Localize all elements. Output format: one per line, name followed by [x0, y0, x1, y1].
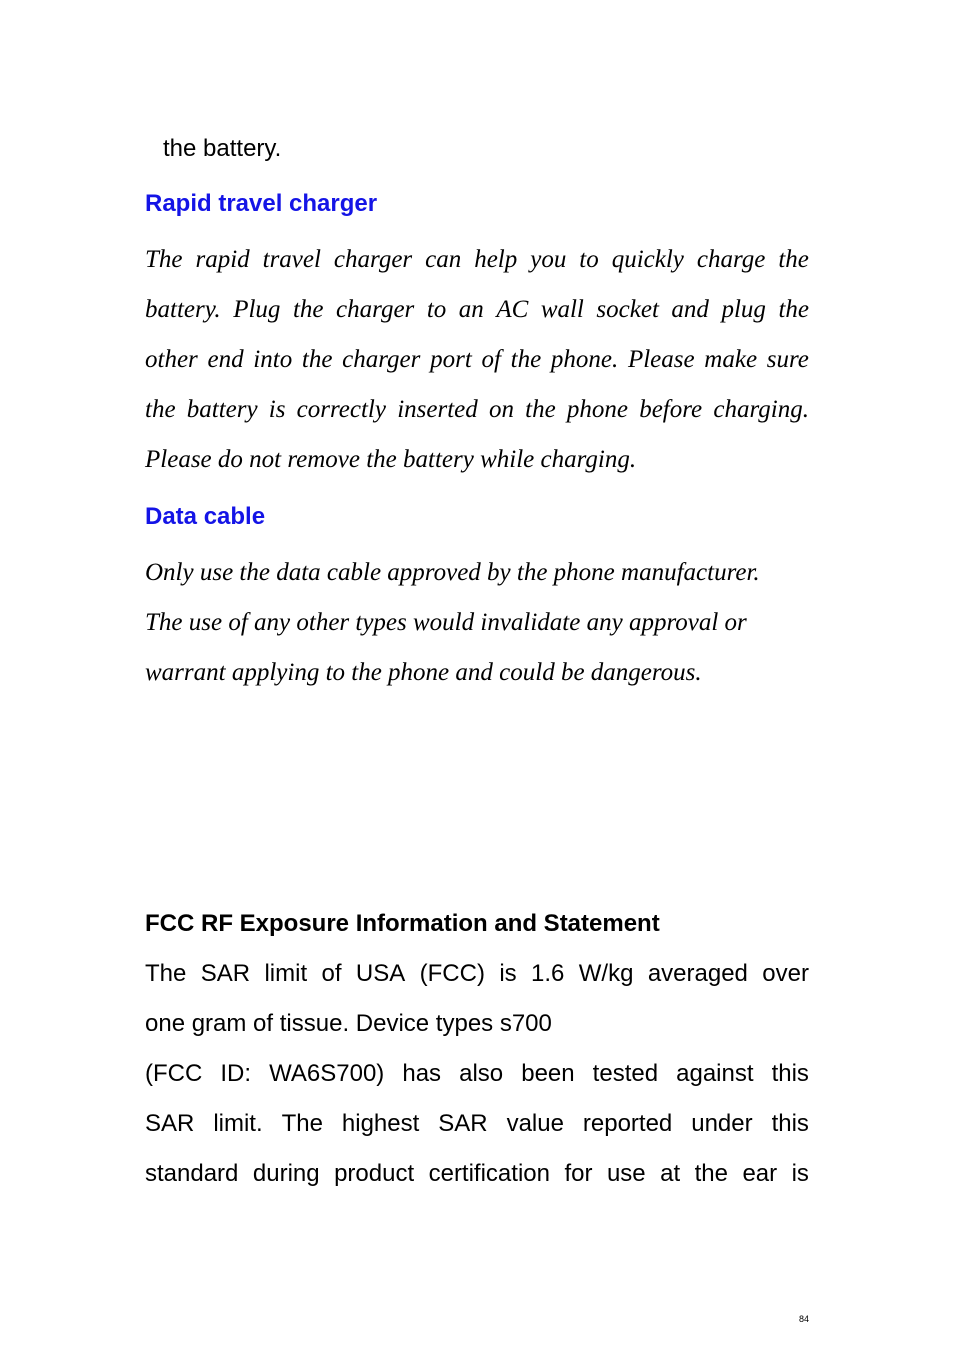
- word: charge: [696, 246, 766, 273]
- word: for: [564, 1160, 593, 1187]
- data-cable-heading: Data cable: [145, 503, 266, 530]
- word: to: [426, 296, 447, 323]
- word: charger: [342, 346, 421, 373]
- word: also: [459, 1060, 504, 1087]
- word: against: [676, 1060, 754, 1087]
- word: correctly: [296, 396, 386, 423]
- word: (FCC: [145, 1060, 203, 1087]
- word: The: [145, 960, 187, 987]
- word: into: [253, 346, 293, 373]
- word: an: [458, 296, 484, 323]
- word: of: [481, 346, 501, 373]
- word: value: [506, 1110, 564, 1137]
- data-cable-line-1: Only use the data cable approved by the phone manufacturer.: [145, 559, 760, 586]
- word: the: [292, 296, 324, 323]
- word: this: [771, 1060, 809, 1087]
- word: at: [660, 1160, 681, 1187]
- word: and: [671, 296, 709, 323]
- word: rapid: [195, 246, 250, 273]
- word: Plug: [233, 296, 281, 323]
- word: WA6S700): [269, 1060, 385, 1087]
- word: battery.: [145, 296, 221, 323]
- fcc-line-2: one gram of tissue. Device types s700: [145, 1010, 552, 1037]
- word: is: [268, 396, 286, 423]
- word: charger: [336, 296, 415, 323]
- word: plug: [721, 296, 766, 323]
- word: highest: [341, 1110, 420, 1137]
- word: Please: [627, 346, 695, 373]
- word: use: [606, 1160, 646, 1187]
- word: (FCC): [419, 960, 485, 987]
- word: charging.: [713, 396, 809, 423]
- rapid-line-1: [145, 246, 809, 274]
- word: W/kg: [578, 960, 634, 987]
- word: battery: [186, 396, 258, 423]
- word: standard: [145, 1160, 239, 1187]
- word: limit: [264, 960, 308, 987]
- page-number: 84: [799, 1314, 810, 1324]
- word: socket: [596, 296, 659, 323]
- word: can: [425, 246, 462, 273]
- fcc-line-1: [145, 960, 809, 988]
- word: sure: [766, 346, 809, 373]
- rapid-charger-heading: Rapid travel charger: [145, 190, 378, 217]
- word: phone: [566, 396, 628, 423]
- word: product: [334, 1160, 415, 1187]
- fcc-line-5: [145, 1160, 809, 1188]
- word: make: [704, 346, 758, 373]
- word: the: [778, 246, 809, 273]
- word: SAR: [145, 1110, 195, 1137]
- word: of: [321, 960, 342, 987]
- fcc-heading: FCC RF Exposure Information and Statement: [145, 910, 660, 937]
- word: on: [488, 396, 514, 423]
- word: limit.: [213, 1110, 263, 1137]
- word: phone.: [550, 346, 619, 373]
- word: the: [778, 296, 809, 323]
- rapid-line-5: Please do not remove the battery while charging.: [145, 446, 637, 473]
- word: you: [530, 246, 567, 273]
- word: this: [771, 1110, 809, 1137]
- fcc-line-4: [145, 1110, 809, 1138]
- word: USA: [355, 960, 406, 987]
- rapid-line-3: [145, 346, 809, 374]
- word: The: [145, 246, 183, 273]
- word: port: [430, 346, 472, 373]
- word: help: [474, 246, 518, 273]
- rapid-line-4: [145, 396, 809, 424]
- word: reported: [582, 1110, 673, 1137]
- word: inserted: [397, 396, 478, 423]
- word: to: [579, 246, 599, 273]
- word: SAR: [200, 960, 251, 987]
- word: has: [402, 1060, 442, 1087]
- data-cable-line-2: The use of any other types would invalidate any approval or: [145, 609, 747, 636]
- word: before: [639, 396, 703, 423]
- word: travel: [262, 246, 321, 273]
- word: over: [762, 960, 809, 987]
- word: certification: [428, 1160, 550, 1187]
- word: ID:: [220, 1060, 252, 1087]
- word: end: [207, 346, 244, 373]
- word: 1.6: [531, 960, 565, 987]
- fcc-line-3: [145, 1060, 809, 1088]
- word: SAR: [438, 1110, 488, 1137]
- word: the: [694, 1160, 728, 1187]
- word: the: [510, 346, 542, 373]
- word: wall: [540, 296, 584, 323]
- word: the: [301, 346, 333, 373]
- data-cable-line-3: warrant applying to the phone and could be dangerous.: [145, 659, 702, 686]
- word: the: [145, 396, 176, 423]
- rapid-line-2: [145, 296, 809, 324]
- word: The: [281, 1110, 323, 1137]
- word: ear: [742, 1160, 778, 1187]
- word: quickly: [611, 246, 684, 273]
- word: is: [499, 960, 517, 987]
- word: under: [691, 1110, 753, 1137]
- word: other: [145, 346, 198, 373]
- word: tested: [592, 1060, 659, 1087]
- word: is: [791, 1160, 809, 1187]
- word: the: [525, 396, 556, 423]
- continuation-text: the battery.: [163, 135, 282, 162]
- word: been: [521, 1060, 575, 1087]
- word: averaged: [647, 960, 748, 987]
- word: during: [252, 1160, 320, 1187]
- word: charger: [333, 246, 413, 273]
- word: AC: [496, 296, 529, 323]
